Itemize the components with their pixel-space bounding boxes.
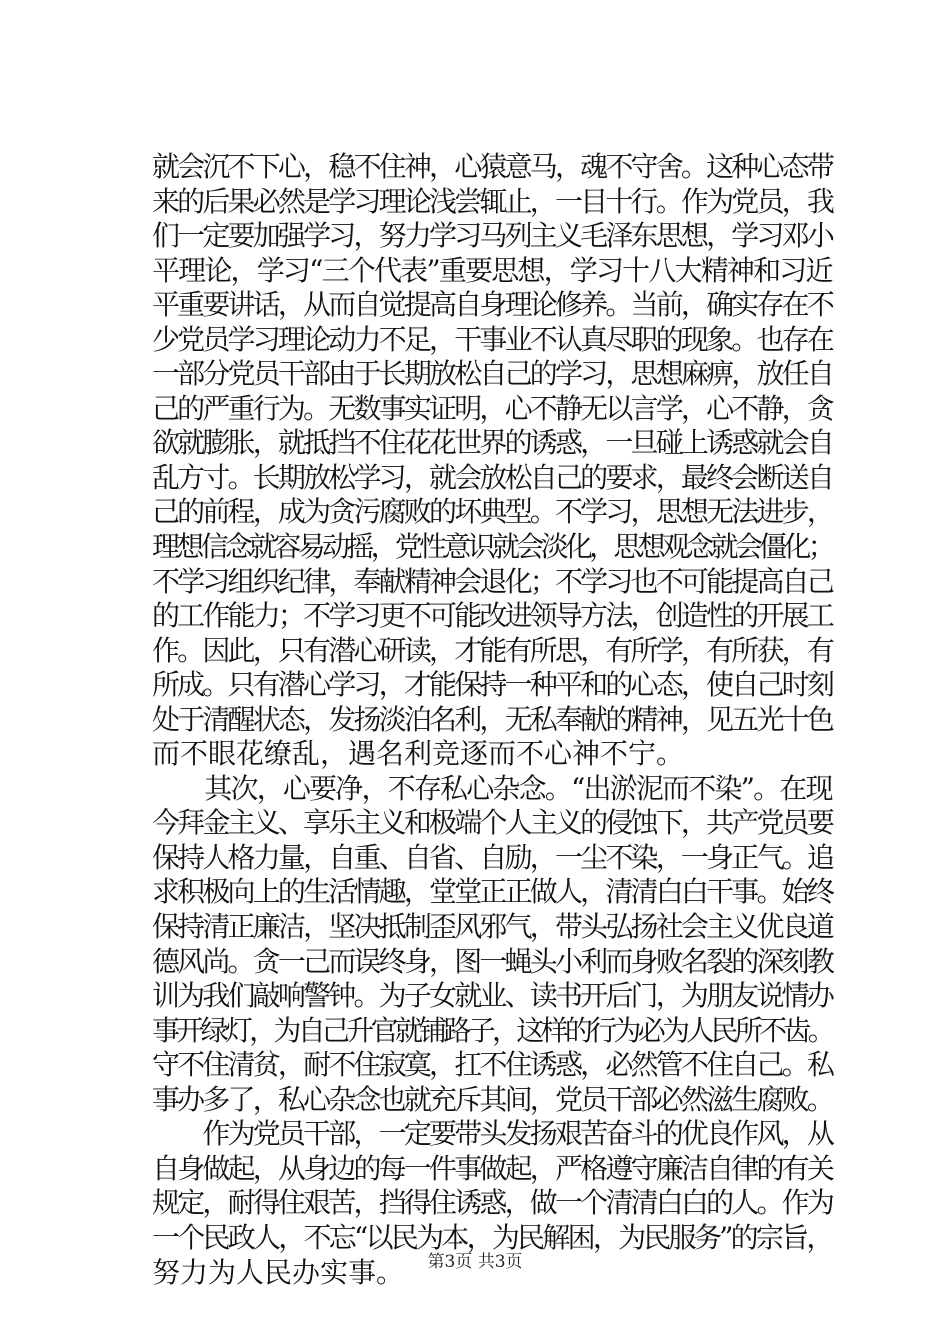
text-line: 处于清醒状态，发扬淡泊名利，无私奉献的精神，见五光十色 [152, 702, 833, 736]
text-line: 规定，耐得住艰苦，挡得住诱惑，做一个清清白白的人。作为 [152, 1186, 833, 1220]
text-line: 一部分党员干部由于长期放松自己的学习，思想麻痹，放任自 [152, 357, 833, 391]
text-line: 乱方寸。长期放松学习，就会放松自己的要求，最终会断送自 [152, 460, 833, 494]
text-line: 理想信念就容易动摇，党性意识就会淡化，思想观念就会僵化； [152, 530, 833, 564]
text-line: 保持人格力量，自重、自省、自励，一尘不染，一身正气。追 [152, 840, 833, 874]
text-line: 事办多了，私心杂念也就充斥其间，党员干部必然滋生腐败。 [152, 1082, 833, 1116]
text-line: 己的严重行为。无数事实证明，心不静无以言学，心不静，贪 [152, 391, 833, 425]
text-line: 不学习组织纪律，奉献精神会退化；不学习也不可能提高自己 [152, 564, 833, 598]
text-line: 欲就膨胀，就抵挡不住花花世界的诱惑，一旦碰上诱惑就会自 [152, 426, 833, 460]
text-line: 就会沉不下心，稳不住神，心猿意马，魂不守舍。这种心态带 [152, 150, 833, 183]
page-footer: 第3页 共3页 [427, 1252, 523, 1272]
text-line: 训为我们敲响警钟。为子女就业、读书开后门，为朋友说情办 [152, 979, 833, 1013]
text-line: 作为党员干部，一定要带头发扬艰苦奋斗的优良作风，从 [152, 1117, 833, 1151]
text-line: 今拜金主义、享乐主义和极端个人主义的侵蚀下，共产党员要 [152, 806, 833, 840]
text-line: 少党员学习理论动力不足，干事业不认真尽职的现象。也存在 [152, 322, 833, 356]
text-line: 的工作能力；不学习更不可能改进领导方法，创造性的开展工 [152, 599, 833, 633]
text-line: 德风尚。贪一己而误终身，图一蝇头小利而身败名裂的深刻教 [152, 944, 833, 978]
text-line: 来的后果必然是学习理论浅尝辄止，一目十行。作为党员，我 [152, 184, 833, 218]
text-line: 们一定要加强学习，努力学习马列主义毛泽东思想，学习邓小 [152, 219, 833, 253]
text-line: 作。因此，只有潜心研读，才能有所思，有所学，有所获，有 [152, 633, 833, 667]
text-line: 平理论，学习“三个代表”重要思想，学习十八大精神和习近 [152, 253, 832, 287]
text-line: 而不眼花缭乱，遇名利竞逐而不心神不宁。 [152, 737, 685, 771]
text-line: 一个民政人，不忘“以民为本，为民解困，为民服务”的宗旨， [152, 1220, 832, 1254]
text-line: 守不住清贫，耐不住寂寞，扛不住诱惑，必然管不住自己。私 [152, 1048, 833, 1082]
text-line: 保持清正廉洁，坚决抵制歪风邪气，带头弘扬社会主义优良道 [152, 910, 833, 944]
text-line: 所成。只有潜心学习，才能保持一种平和的心态，使自己时刻 [152, 668, 833, 702]
text-line: 努力为人民办实事。 [152, 1255, 405, 1289]
text-line: 事开绿灯，为自己升官就铺路子，这样的行为必为人民所不齿。 [152, 1013, 833, 1047]
text-line: 平重要讲话，从而自觉提高自身理论修养。当前，确实存在不 [152, 288, 833, 322]
text-line: 其次，心要净，不存私心杂念。“出淤泥而不染”。在现 [152, 771, 832, 805]
text-line: 自身做起，从身边的每一件事做起，严格遵守廉洁自律的有关 [152, 1151, 833, 1185]
text-line: 己的前程，成为贪污腐败的坏典型。不学习，思想无法进步， [152, 495, 833, 529]
document-body [152, 150, 832, 1290]
text-line: 求积极向上的生活情趣，堂堂正正做人，清清白白干事。始终 [152, 875, 833, 909]
